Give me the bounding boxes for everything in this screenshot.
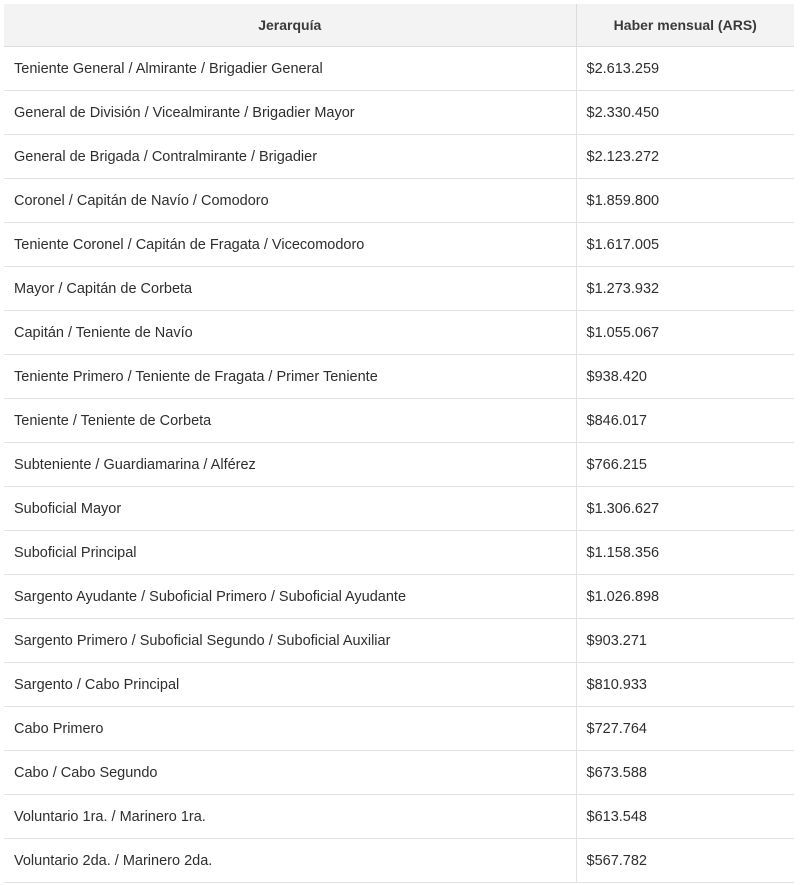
salary-cell: $810.933 — [576, 663, 794, 707]
rank-cell: Cabo Primero — [4, 707, 576, 751]
table-row — [4, 487, 794, 531]
table-row — [4, 223, 794, 267]
rank-cell: Suboficial Principal — [4, 531, 576, 575]
table-body — [4, 47, 794, 883]
rank-cell: Voluntario 1ra. / Marinero 1ra. — [4, 795, 576, 839]
header-row — [4, 4, 794, 47]
rank-cell: General de Brigada / Contralmirante / Brigadier — [4, 135, 576, 179]
table-row — [4, 751, 794, 795]
salary-cell: $567.782 — [576, 839, 794, 883]
table-row — [4, 47, 794, 91]
table-row — [4, 795, 794, 839]
rank-cell: Coronel / Capitán de Navío / Comodoro — [4, 179, 576, 223]
salary-cell: $1.306.627 — [576, 487, 794, 531]
rank-cell: Cabo / Cabo Segundo — [4, 751, 576, 795]
column-header-rank: Jerarquía — [4, 4, 576, 47]
salary-cell: $673.588 — [576, 751, 794, 795]
table-row — [4, 399, 794, 443]
table-row — [4, 663, 794, 707]
rank-cell: Sargento Primero / Suboficial Segundo / Suboficial Auxiliar — [4, 619, 576, 663]
table-row — [4, 179, 794, 223]
salary-table — [4, 4, 794, 883]
rank-cell: Teniente General / Almirante / Brigadier General — [4, 47, 576, 91]
rank-cell: Capitán / Teniente de Navío — [4, 311, 576, 355]
salary-cell: $727.764 — [576, 707, 794, 751]
table-row — [4, 355, 794, 399]
column-header-salary: Haber mensual (ARS) — [576, 4, 794, 47]
rank-cell: Mayor / Capitán de Corbeta — [4, 267, 576, 311]
salary-cell: $2.330.450 — [576, 91, 794, 135]
salary-cell: $613.548 — [576, 795, 794, 839]
table-row — [4, 707, 794, 751]
rank-cell: Subteniente / Guardiamarina / Alférez — [4, 443, 576, 487]
table-row — [4, 91, 794, 135]
rank-cell: Sargento Ayudante / Suboficial Primero / Suboficial Ayudante — [4, 575, 576, 619]
salary-table-container — [4, 4, 794, 883]
table-header — [4, 4, 794, 47]
rank-cell: Suboficial Mayor — [4, 487, 576, 531]
rank-cell: General de División / Vicealmirante / Brigadier Mayor — [4, 91, 576, 135]
table-row — [4, 311, 794, 355]
salary-cell: $766.215 — [576, 443, 794, 487]
salary-cell: $938.420 — [576, 355, 794, 399]
table-row — [4, 531, 794, 575]
salary-cell: $1.026.898 — [576, 575, 794, 619]
salary-cell: $903.271 — [576, 619, 794, 663]
rank-cell: Teniente Coronel / Capitán de Fragata / Vicecomodoro — [4, 223, 576, 267]
salary-cell: $1.273.932 — [576, 267, 794, 311]
rank-cell: Sargento / Cabo Principal — [4, 663, 576, 707]
table-row — [4, 575, 794, 619]
table-row — [4, 135, 794, 179]
rank-cell: Voluntario 2da. / Marinero 2da. — [4, 839, 576, 883]
table-row — [4, 839, 794, 883]
salary-cell: $1.158.356 — [576, 531, 794, 575]
salary-cell: $1.859.800 — [576, 179, 794, 223]
table-row — [4, 619, 794, 663]
table-row — [4, 443, 794, 487]
salary-cell: $2.613.259 — [576, 47, 794, 91]
salary-cell: $846.017 — [576, 399, 794, 443]
salary-cell: $2.123.272 — [576, 135, 794, 179]
rank-cell: Teniente Primero / Teniente de Fragata / Primer Teniente — [4, 355, 576, 399]
table-row — [4, 267, 794, 311]
salary-cell: $1.617.005 — [576, 223, 794, 267]
rank-cell: Teniente / Teniente de Corbeta — [4, 399, 576, 443]
salary-cell: $1.055.067 — [576, 311, 794, 355]
